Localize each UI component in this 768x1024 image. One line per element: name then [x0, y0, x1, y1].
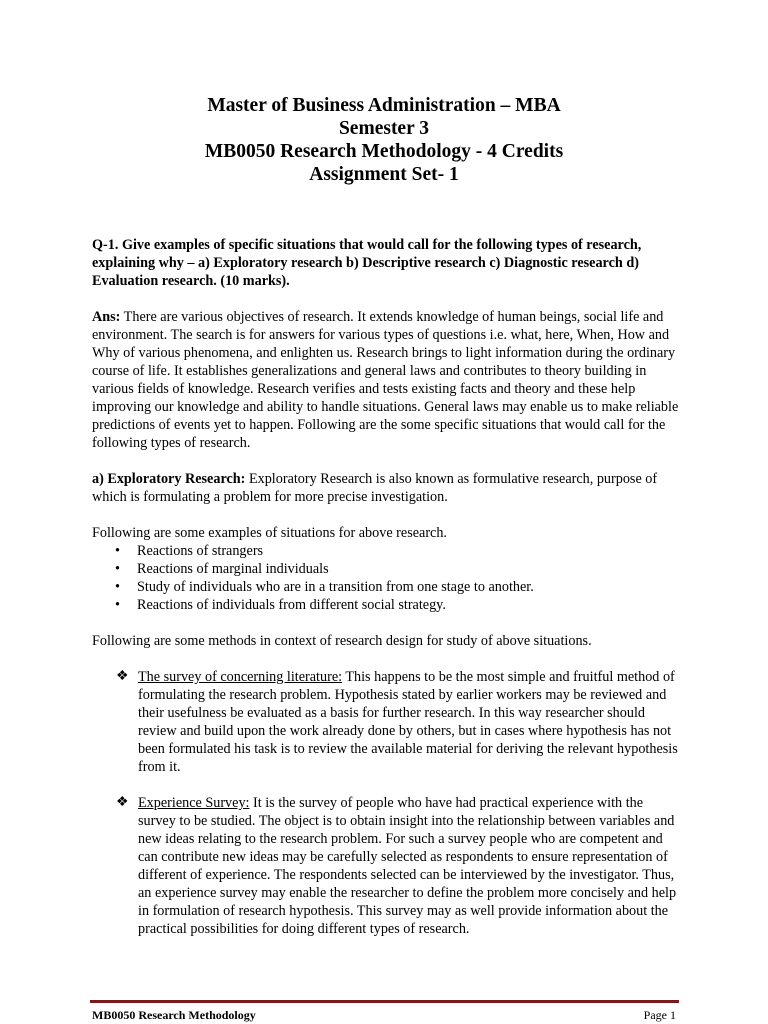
answer-label: Ans:	[92, 309, 121, 325]
method-text: This happens to be the most simple and fruitful method of formulating the research problem. Hypothesis stated by earlier workers may be reviewed and their usefulness be evaluated as a basis for further research. In this way researcher should review and build upon the work already done by others, but in cases where hypothesis has not been formulated his task is to review the available material for deriving the relevant hypothesis from it.	[138, 669, 678, 775]
document-title-block	[0, 94, 768, 186]
method-text: It is the survey of people who have had practical experience with the survey to be studied. The object is to obtain insight into the relationship between variables and new ideas relating to the research problem. For such a survey people who are competent and can contribute new ideas may be carefully selected as respondents to ensure representation of different of experience. The respondents selected can be interviewed by the investigator. Thus, an experience survey may enable the researcher to define the problem more concisely and help in formulation of research hypothesis. This survey may as well provide information about the practical possibilities for doing different types of research.	[138, 795, 677, 937]
method-item-literature-survey	[92, 668, 682, 776]
examples-intro: Following are some examples of situations for above research.	[92, 525, 447, 541]
title-semester: Semester 3	[338, 118, 430, 139]
title-course: MB0050 Research Methodology - 4 Credits	[204, 141, 564, 162]
diamond-bullet-icon: ❖	[116, 795, 129, 810]
list-item-text: Reactions of strangers	[137, 543, 264, 559]
footer-rule	[90, 1000, 679, 1003]
document-body	[92, 236, 682, 956]
title-program: Master of Business Administration – MBA	[207, 95, 561, 116]
method-item-experience-survey	[92, 794, 682, 938]
method-title: Experience Survey:	[138, 795, 250, 811]
list-item-text: Reactions of individuals from different social strategy.	[137, 597, 446, 613]
answer-paragraph	[92, 308, 682, 452]
list-item	[92, 542, 682, 560]
footer-page-number: Page 1	[643, 1008, 676, 1022]
title-assignment: Assignment Set- 1	[309, 164, 459, 185]
examples-list	[92, 542, 682, 614]
exploratory-paragraph	[92, 470, 682, 506]
list-item	[92, 560, 682, 578]
list-item-text: Study of individuals who are in a transition from one stage to another.	[137, 579, 534, 595]
bullet-icon: •	[115, 561, 120, 577]
methods-intro: Following are some methods in context of research design for study of above situations.	[92, 633, 592, 649]
method-title: The survey of concerning literature:	[138, 669, 343, 685]
footer-course-name: MB0050 Research Methodology	[92, 1008, 256, 1022]
exploratory-label: a) Exploratory Research:	[92, 471, 246, 487]
answer-text: There are various objectives of research. It extends knowledge of human beings, social life and environment. The search is for answers for various types of questions i.e. what, here, When, How and Why of various phenomena, and enlighten us. Research brings to light information during the ordinary course of life. It establishes generalizations and general laws and contributes to theory building in various fields of knowledge. Research verifies and tests existing facts and theory and these help improving our knowledge and ability to handle situations. General laws may enable us to make reliable predictions of events yet to happen. Following are the some specific situations that would call for the following types of research.	[92, 309, 679, 451]
list-item	[92, 596, 682, 614]
question-text: Q-1. Give examples of specific situations that would call for the following types of research, explaining why – a) Exploratory research b) Descriptive research c) Diagnostic research d) Evaluation research. (10 marks).	[92, 237, 642, 289]
bullet-icon: •	[115, 543, 120, 559]
list-item	[92, 578, 682, 596]
exploratory-text: Exploratory Research is also known as formulative research, purpose of which is formulating a problem for more precise investigation.	[92, 471, 658, 505]
bullet-icon: •	[115, 597, 120, 613]
diamond-bullet-icon: ❖	[116, 669, 129, 684]
list-item-text: Reactions of marginal individuals	[137, 561, 329, 577]
bullet-icon: •	[115, 579, 120, 595]
